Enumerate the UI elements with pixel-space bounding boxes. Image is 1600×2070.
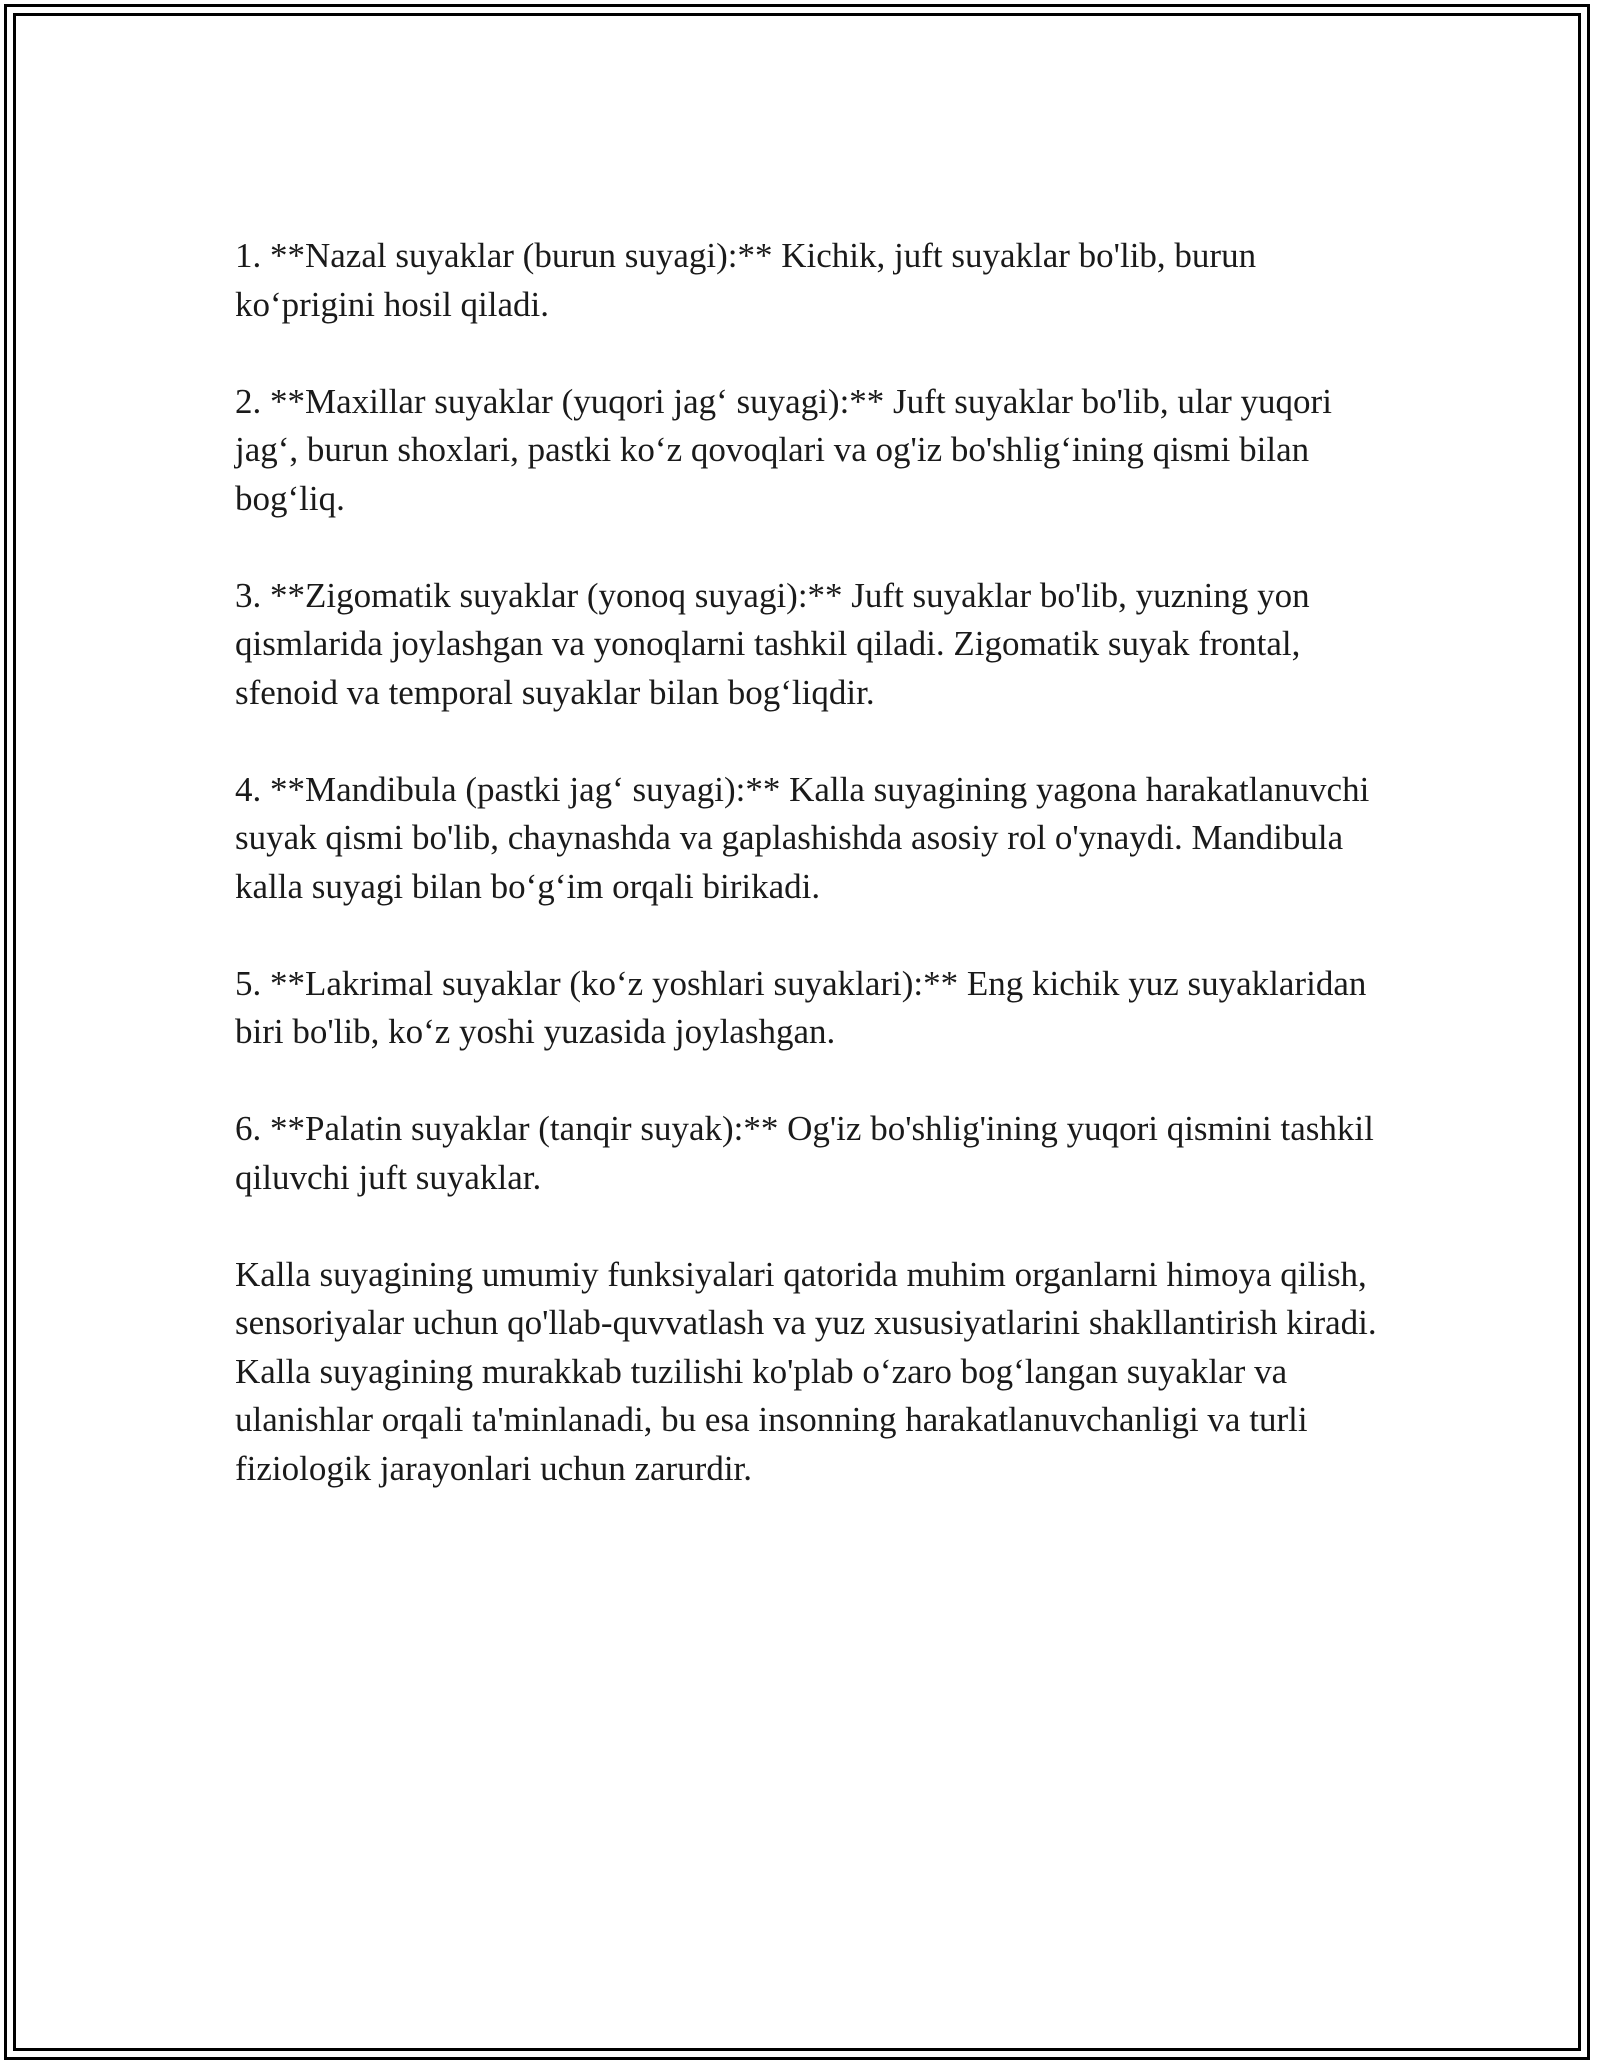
paragraph-nazal: 1. **Nazal suyaklar (burun suyagi):** Kichik, juft suyaklar bo'lib, burun ko‘prigini hosil qiladi.	[235, 236, 1257, 324]
paragraph-summary: Kalla suyagining umumiy funksiyalari qatorida muhim organlarni himoya qilish, sensoriyalar uchun qo'llab-quvvatlash va yuz xususiyatlarini shakllantirish kiradi. Kalla suyagining murakkab tuzilishi ko'plab o‘zaro bog‘langan suyaklar va ulanishlar orqali ta'minlanadi, bu esa insonning harakatlanuvchanligi va turli fiziologik jarayonlari uchun zarurdir.	[235, 1254, 1377, 1488]
paragraph-palatin: 6. **Palatin suyaklar (tanqir suyak):** Og'iz bo'shlig'ining yuqori qismini tashkil qiluvchi juft suyaklar.	[235, 1109, 1374, 1197]
document-body	[235, 232, 1385, 1493]
paragraph-zigomatik: 3. **Zigomatik suyaklar (yonoq suyagi):** Juft suyaklar bo'lib, yuzning yon qismlarida joylashgan va yonoqlarni tashkil qiladi. Zigomatik suyak frontal, sfenoid va temporal suyaklar bilan bog‘liqdir.	[235, 575, 1310, 712]
paragraph-lakrimal: 5. **Lakrimal suyaklar (ko‘z yoshlari suyaklari):** Eng kichik yuz suyaklaridan biri bo'lib, ko‘z yoshi yuzasida joylashgan.	[235, 963, 1367, 1051]
paragraph-mandibula: 4. **Mandibula (pastki jag‘ suyagi):** Kalla suyagining yagona harakatlanuvchi suyak qismi bo'lib, chaynashda va gaplashishda asosiy rol o'ynaydi. Mandibula kalla suyagi bilan bo‘g‘im orqali birikadi.	[235, 769, 1370, 906]
paragraph-maxillar: 2. **Maxillar suyaklar (yuqori jag‘ suyagi):** Juft suyaklar bo'lib, ular yuqori jag‘, burun shoxlari, pastki ko‘z qovoqlari va og'iz bo'shlig‘ining qismi bilan bog‘liq.	[235, 381, 1332, 518]
